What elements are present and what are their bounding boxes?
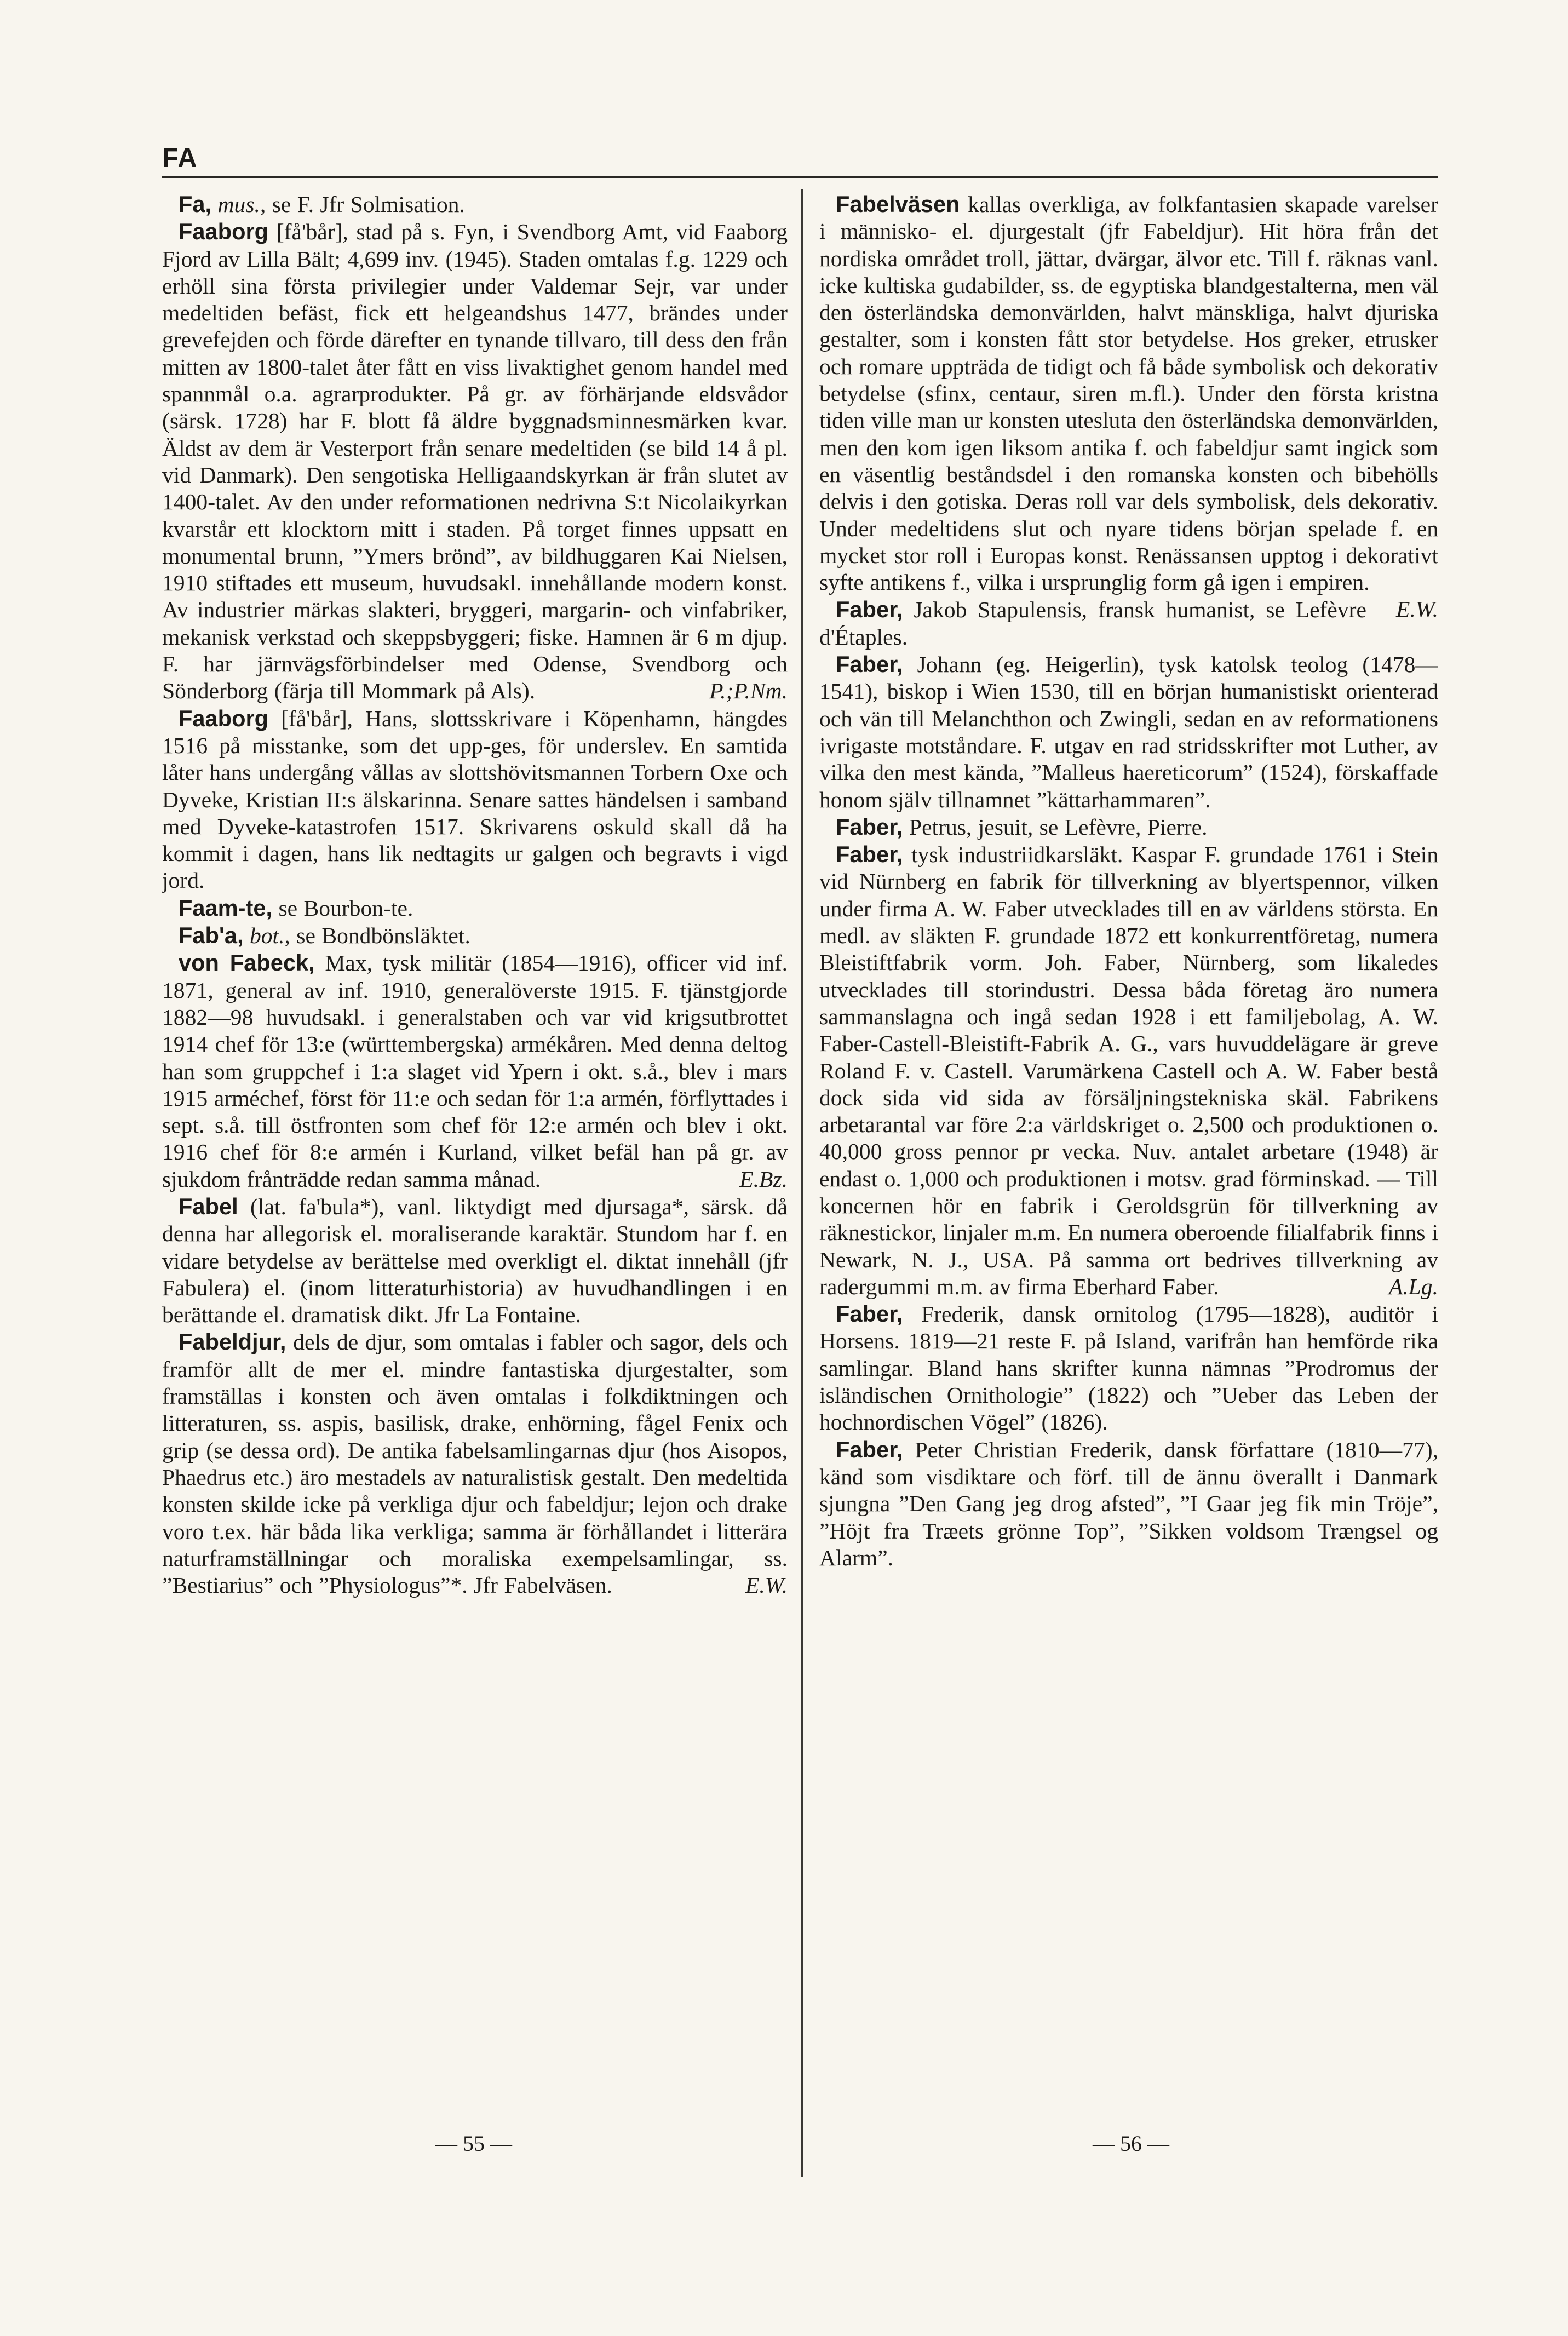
left-column	[162, 191, 788, 2184]
entry-headword: Fabel	[179, 1193, 238, 1219]
dictionary-entry	[162, 1193, 788, 1328]
entry-headword: Fab'a,	[179, 922, 244, 949]
dictionary-entry	[819, 1300, 1438, 1436]
entry-headword: Faber,	[836, 596, 903, 623]
dictionary-entry	[819, 651, 1438, 813]
dictionary-entry	[162, 922, 788, 949]
entry-headword: Faber,	[836, 1301, 903, 1327]
author-signature: A.Lg.	[1388, 1273, 1438, 1299]
entry-text: [få'bår], stad på s. Fyn, i Svendborg Amt, vid Faaborg Fjord av Lilla Bält; 4,699 inv. (1945). Staden omtalas f.g. 1229 och erhöll sina första privilegier under Valdemar Sejr, var under medeltiden befäst, fick ett helgeandshus 1477, brändes under grevefejden och förde därefter en tynande tillvaro, till dess den från mitten av 1800-talet åter fått en viss livaktighet genom handel med spannmål o.a. agrarprodukter. På gr. av förhärjande eldsvådor (särsk. 1728) har F. blott få äldre byggnadsminnesmärken kvar. Äldst av dem är Vesterport från senare medeltiden (se bild 14 å pl. vid Danmark). Den sengotiska Helligaandskyrkan är från slutet av 1400-talet. Av den under reformationen nedrivna S:t Nicolaikyrkan kvarstår ett klocktorn mitt i staden. På torget finnes uppsatt en monumental brunn, ”Ymers brönd”, av bildhuggaren Kai Nielsen, 1910 stiftades ett museum, huvudsakl. innehållande modern konst. Av industrier märkas slakteri, bryggeri, margarin- och vinfabriker, mekanisk verkstad och skeppsbyggeri; fiske. Hamnen är 6 m djup. F. har järnvägsförbindelser med Odense, Svendborg och Sönderborg (färja till Mommark på Als).	[162, 219, 788, 704]
entry-text: Frederik, dansk ornitolog (1795—1828), auditör i Horsens. 1819—21 reste F. på Island, varifrån han hemförde rika samlingar. Bland hans skrifter kunna nämnas ”Prodromus der isländischen Ornithologie” (1822) och ”Ueber das Leben der hochnordischen Vögel” (1826).	[819, 1301, 1438, 1435]
entry-text: se Bondbönsläktet.	[296, 923, 470, 949]
entry-headword: Faber,	[836, 813, 903, 840]
entry-headword: Faber,	[836, 651, 903, 678]
author-signature: E.Bz.	[739, 1166, 788, 1192]
dictionary-entry	[819, 813, 1438, 841]
entry-headword: Faam-te,	[179, 894, 273, 921]
entry-text: se F. Jfr Solmisation.	[272, 192, 465, 217]
entry-text: [få'bår], Hans, slottsskrivare i Köpenhamn, hängdes 1516 på misstanke, som det upp-ges, för underslev. En samtida låter hans undergång vållas av slottshövitsmannen Torbern Oxe och Dyveke, Kristian II:s älskarinna. Senare sattes händelsen i samband med Dyveke-katastrofen 1517. Skrivarens oskuld skall då ha kommit i dagen, hans lik nedtagits ur galgen och begravts i vigd jord.	[162, 705, 788, 893]
entry-text: Petrus, jesuit, se Lefèvre, Pierre.	[909, 814, 1208, 840]
dictionary-entry	[162, 218, 788, 704]
entry-headword: Faber,	[836, 841, 903, 868]
entry-text: kallas overkliga, av folkfantasien skapade varelser i människo- el. djurgestalt (jfr Fabeldjur). Hit höra från det nordiska området troll, jättar, dvärgar, älvor etc. Till f. räknas vanl. icke kultiska gudabilder, ss. de egyptiska blandgestalterna, men väl den österländska demonvärlden, halvt mänskliga, halvt djuriska gestalter, som i konsten fått stor betydelse. Hos greker, etrusker och romare uppträda de tidigt och få både symbolisk och dekorativ betydelse (sfinx, centaur, siren m.fl.). Under den första kristna tiden ville man ur konsten utesluta den österländska demonvärlden, men den kom igen liksom antika f. och fabeldjur samt ingick som en väsentlig beståndsdel i den romanska konsten och bibehölls delvis i den gotiska. Deras roll var dels symbolisk, dels dekorativ. Under medeltidens slut och nyare tidens början spelade f. en mycket stor roll i Europas konst. Renässansen upptog i dekorativt syfte antikens f., vilka i ursprunglig form gå igen i empiren.	[819, 192, 1438, 595]
entry-headword: Faaborg	[179, 705, 269, 731]
entry-headword: Faaborg	[179, 219, 269, 245]
author-signature: P.;P.Nm.	[709, 678, 788, 704]
entry-text: Max, tysk militär (1854—1916), officer vid inf. 1871, general av inf. 1910, generalöverste 1915. F. tjänstgjorde 1882—98 huvudsakl. i generalstaben och var vid krigsutbrottet 1914 chef för 13:e (württembergska) armékåren. Med denna deltog han som gruppchef i 1:a slaget vid Ypern i okt. s.å., blev i mars 1915 arméchef, först för 11:e och sedan för 1:a armén, förflyttades i sept. s.å. till östfronten som chef för 12:e armén och blev i okt. 1916 chef för 8:e armén i Kurland, vilket befäl han på gr. av sjukdom frånträdde redan samma månad.	[162, 950, 788, 1192]
header-title: FA	[162, 144, 198, 173]
author-signature: E.W.	[1395, 596, 1438, 622]
dictionary-entry	[162, 949, 788, 1193]
entry-text: Johann (eg. Heigerlin), tysk katolsk teolog (1478—1541), biskop i Wien 1530, till en början humanistiskt orienterad och vän till Melanchthon och Zwingli, sedan en av reformationens ivrigaste motståndare. F. utgav en rad stridsskrifter mot Luther, av vilka den mest kända, ”Malleus haereticorum” (1524), förskaffade honom själv tillnamnet ”kättarhammaren”.	[819, 652, 1438, 812]
entry-headword: Faber,	[836, 1436, 903, 1462]
entry-headword: Fabelväsen	[836, 191, 960, 217]
dictionary-entry	[819, 1436, 1438, 1571]
entry-subject-label: bot.,	[249, 923, 290, 949]
entry-text: se Bourbon-te.	[278, 895, 413, 921]
page-number-left: — 55 —	[435, 2131, 512, 2156]
dictionary-entry	[819, 841, 1438, 1300]
author-signature: E.W.	[745, 1572, 788, 1598]
page-number-right: — 56 —	[1093, 2131, 1169, 2156]
entry-headword: Fa,	[179, 191, 212, 217]
dictionary-entry	[162, 191, 788, 218]
entry-headword: von Fabeck,	[179, 950, 315, 976]
running-header	[162, 135, 1438, 178]
dictionary-entry	[162, 1328, 788, 1599]
entry-text: (lat. fa'bula*), vanl. liktydigt med djursaga*, särsk. då denna har allegorisk el. moraliserande karaktär. Stundom har f. en vidare betydelse av berättelse med overkligt el. diktat innehåll (jfr Fabulera) el. (inom litteraturhistoria) av huvudhandlingen i en berättande el. dramatisk dikt. Jfr La Fontaine.	[162, 1193, 788, 1328]
dictionary-entry	[819, 596, 1438, 651]
column-divider	[801, 189, 803, 2177]
entry-text: dels de djur, som omtalas i fabler och sagor, dels och framför allt de mer el. mindre fantastiska djurgestalter, som framställas i konsten och även omtalas i folkdiktningen och litteraturen, ss. aspis, basilisk, drake, enhörning, fågel Fenix och grip (se dessa ord). De antika fabelsamlingarnas djur (hos Aisopos, Phaedrus etc.) äro mestadels av naturalistisk gestalt. Den medeltida konsten skilde icke på verkliga djur och fabeldjur; lejon och drake voro t.ex. här båda lika verkliga; samma är förhållandet i litterära naturframställningar och moraliska exempelsamlingar, ss. ”Bestiarius” och ”Physiologus”*. Jfr Fabelväsen.	[162, 1329, 788, 1598]
dictionary-entry	[162, 705, 788, 894]
entry-text: Peter Christian Frederik, dansk författare (1810—77), känd som visdiktare och förf. till de ännu överallt i Danmark sjungna ”Den Gang jeg drog afsted”, ”I Gaar jeg fik min Tröje”, ”Höjt fra Træets grönne Top”, ”Sikken voldsom Trængsel og Alarm”.	[819, 1437, 1438, 1570]
dictionary-entry	[162, 894, 788, 922]
entry-subject-label: mus.,	[217, 192, 266, 217]
entry-text: Jakob Stapulensis, fransk humanist, se Lefèvre d'Étaples.	[819, 597, 1366, 650]
right-column	[819, 191, 1438, 2184]
entry-text: tysk industriidkarsläkt. Kaspar F. grundade 1761 i Stein vid Nürnberg en fabrik för tillverkning av blyertspennor, vilken under firma A. W. Faber utvecklades till en av världens största. En medl. av släkten F. grundade 1872 ett konkurrentföretag, numera Bleistiftfabrik vorm. Joh. Faber, Nürnberg, som likaledes utvecklades till storindustri. Dessa båda företag äro numera sammanslagna och ingå sedan 1928 i ett familjebolag, A. W. Faber-Castell-Bleistift-Fabrik A. G., vars huvuddelägare är greve Roland F. v. Castell. Varumärkena Castell och A. W. Faber bestå dock sida vid sida av försäljningstekniska skäl. Fabrikens arbetarantal var före 2:a världskriget o. 2,500 och produktionen o. 40,000 gross pennor pr vecka. Nuv. antalet arbetare (1948) är endast o. 1,000 och produktionen i motsv. grad förminskad. — Till koncernen hör en fabrik i Geroldsgrün för tillverkning av räknestickor, linjaler m.m. En numera oberoende filialfabrik finns i Newark, N. J., USA. På samma ort bedrives tillverkning av radergummi m.m. av firma Eberhard Faber.	[819, 842, 1438, 1299]
entry-headword: Fabeldjur,	[179, 1329, 286, 1355]
